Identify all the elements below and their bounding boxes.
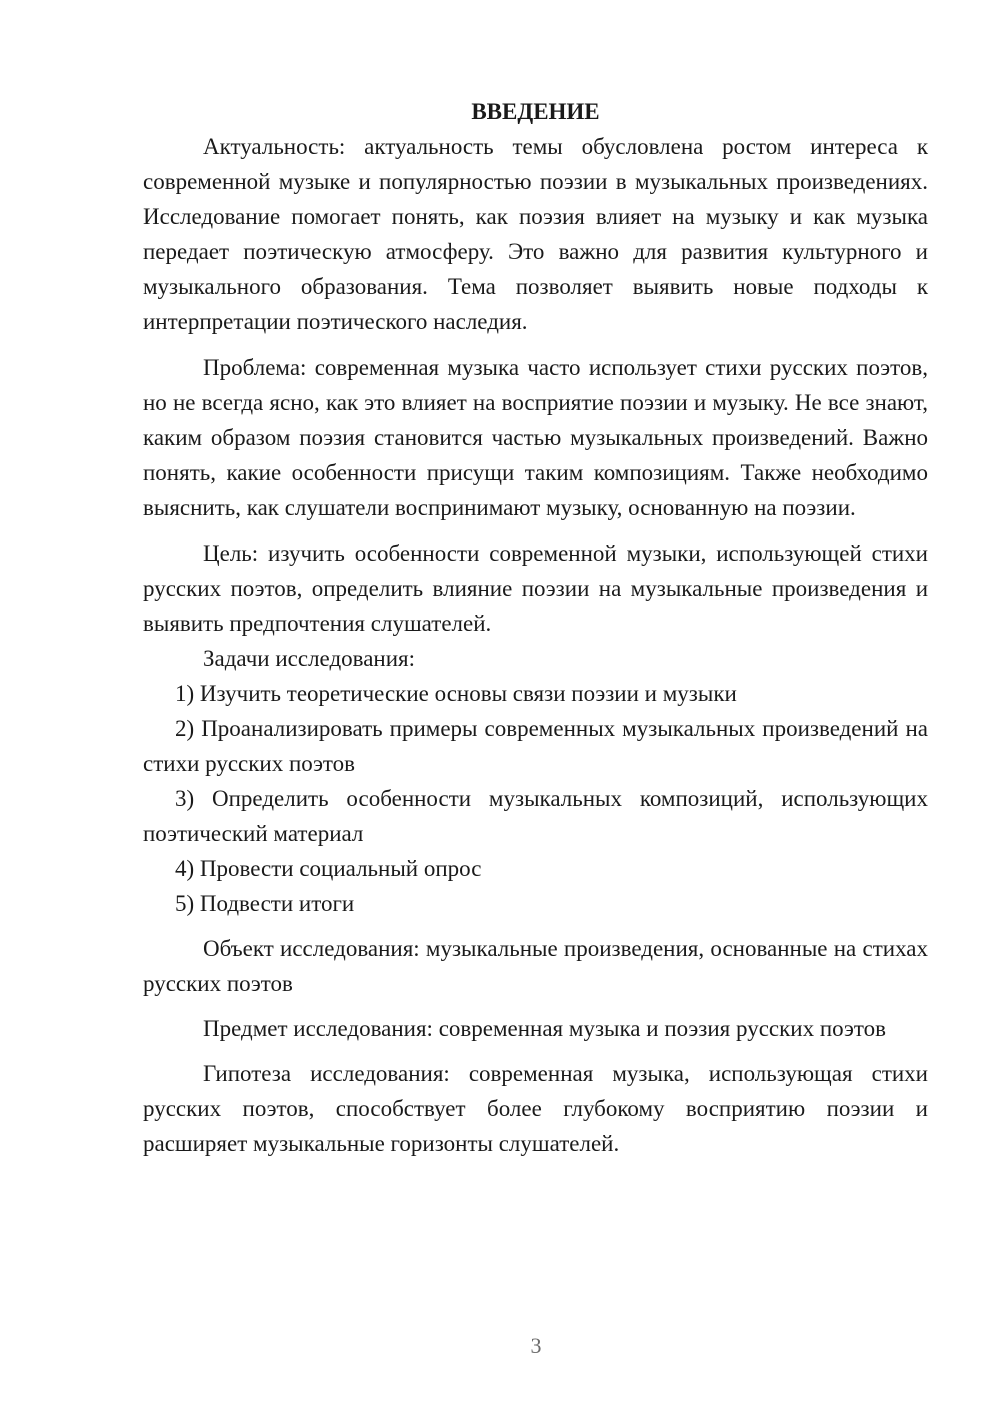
- relevance-paragraph: Актуальность: актуальность темы обусловлена ростом интереса к современной музыке и популярностью поэзии в музыкальных произведениях. Исследование помогает понять, как поэзия влияет на музыку и как музыка передает поэтическую атмосферу. Это важно для развития культурного и музыкального образования. Тема позволяет выявить новые подходы к интерпретации поэтического наследия.: [143, 134, 928, 334]
- document-page: [143, 94, 928, 1161]
- task-item: 4) Провести социальный опрос: [175, 856, 482, 881]
- tasks-heading: Задачи исследования:: [203, 646, 416, 671]
- task-item: 5) Подвести итоги: [175, 891, 355, 916]
- subject-paragraph: Предмет исследования: современная музыка и поэзия русских поэтов: [203, 1016, 886, 1041]
- goal-paragraph: Цель: изучить особенности современной музыки, использующей стихи русских поэтов, определить влияние поэзии на музыкальные произведения и выявить предпочтения слушателей.: [143, 541, 928, 636]
- problem-paragraph: Проблема: современная музыка часто использует стихи русских поэтов, но не всегда ясно, как это влияет на восприятие поэзии и музыку. Не все знают, каким образом поэзия становится частью музыкальных произведений. Важно понять, какие особенности присущи таким композициям. Также необходимо выяснить, как слушатели воспринимают музыку, основанную на поэзии.: [143, 355, 928, 520]
- object-paragraph: Объект исследования: музыкальные произведения, основанные на стихах русских поэтов: [143, 936, 928, 996]
- task-item: 2) Проанализировать примеры современных музыкальных произведений на стихи русских поэтов: [143, 716, 928, 776]
- section-title: ВВЕДЕНИЕ: [471, 99, 600, 124]
- task-item: 1) Изучить теоретические основы связи поэзии и музыки: [175, 681, 737, 706]
- task-item: 3) Определить особенности музыкальных композиций, использующих поэтический материал: [143, 786, 928, 846]
- page-number: 3: [530, 1333, 542, 1358]
- hypothesis-paragraph: Гипотеза исследования: современная музыка, использующая стихи русских поэтов, способствует более глубокому восприятию поэзии и расширяет музыкальные горизонты слушателей.: [143, 1061, 928, 1156]
